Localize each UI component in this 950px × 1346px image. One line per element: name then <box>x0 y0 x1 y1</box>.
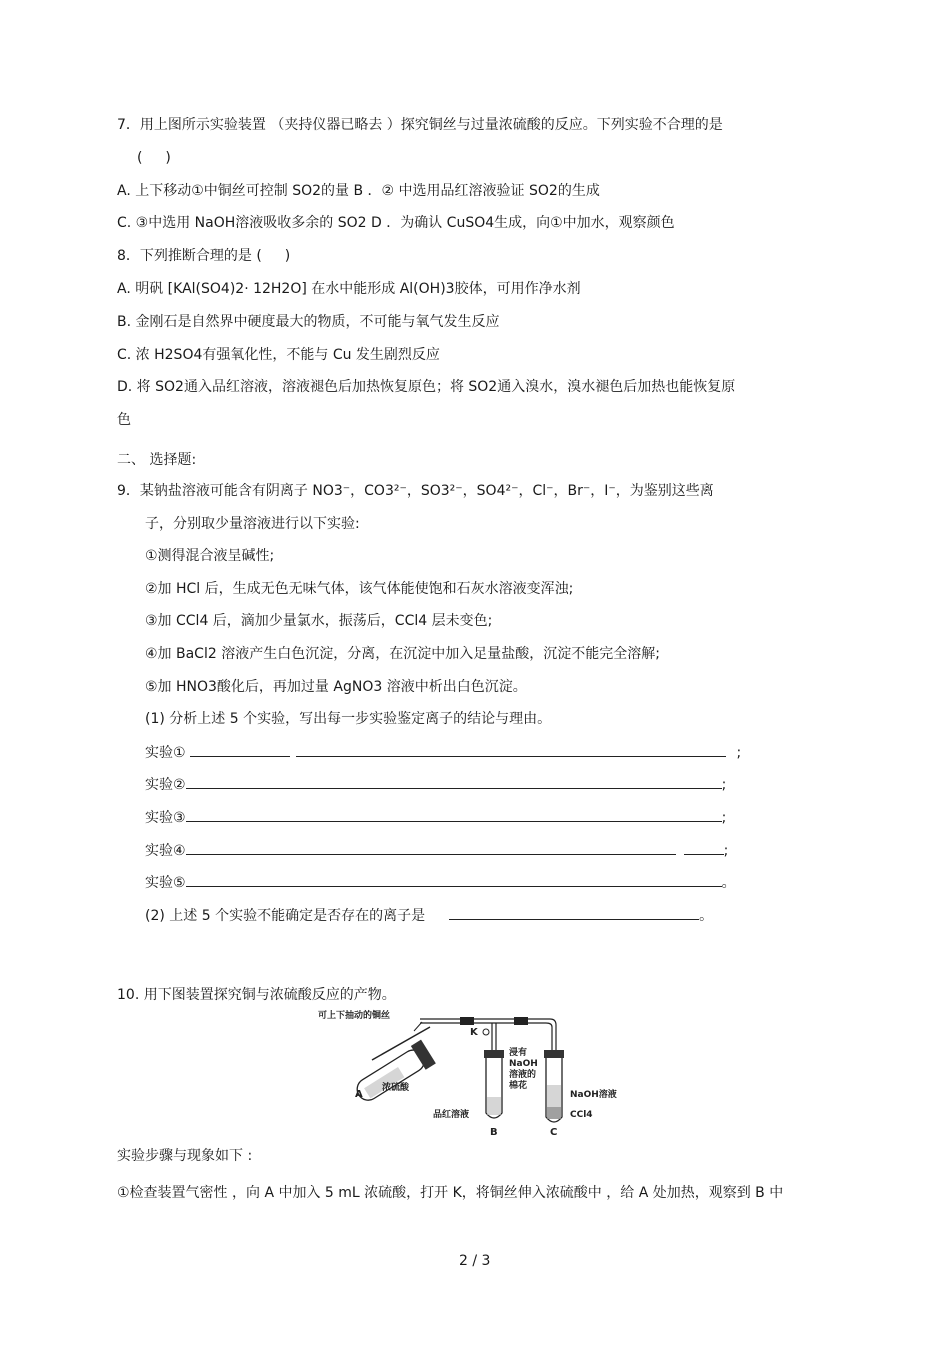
end-mark-2: ; <box>721 777 727 793</box>
q7-stem: 7．用上图所示实验装置 （夹持仪器已略去 ）探究铜丝与过量浓硫酸的反应。下列实验不合理的是 <box>117 117 723 133</box>
section-heading: 二、 选择题: <box>117 452 197 468</box>
answer-line-3 <box>145 807 726 828</box>
label-c: C <box>550 1127 558 1138</box>
exp-label-5: 实验⑤ <box>145 875 186 891</box>
q8-stem: 8．下列推断合理的是 ( ) <box>117 248 291 264</box>
q9-part-2-text: (2) 上述 5 个实验不能确定是否存在的离子是 <box>145 908 426 924</box>
q10-stem: 10. 用下图装置探究铜与浓硫酸反应的产物。 <box>117 987 396 1003</box>
cotton-label-2: NaOH <box>509 1059 538 1069</box>
blank-5[interactable] <box>186 872 722 887</box>
q10-step-1: ①检查装置气密性 ，向 A 中加入 5 mL 浓硫酸，打开 K，将铜丝伸入浓硫酸中 ，给 A 处加热，观察到 B 中 <box>117 1185 784 1201</box>
page-number: 2 / 3 <box>459 1253 491 1269</box>
q8-option-b: B. 金刚石是自然界中硬度最大的物质，不可能与氧气发生反应 <box>117 314 500 330</box>
blank-4b[interactable] <box>684 840 724 855</box>
conc-acid-label: 浓硫酸 <box>382 1083 410 1093</box>
q10-steps-title: 实验步骤与现象如下 : <box>117 1148 253 1164</box>
q9-stem-cont: 子，分别取少量溶液进行以下实验: <box>145 516 360 532</box>
blank-3[interactable] <box>186 807 722 822</box>
cotton-label-3: 溶液的 <box>509 1070 537 1080</box>
q9-step-5: ⑤加 HNO3酸化后，再加过量 AgNO3 溶液中析出白色沉淀。 <box>145 679 527 695</box>
q7-option-cd: C. ③中选用 NaOH溶液吸收多余的 SO2 D ．为确认 CuSO4生成，向①中加水，观察颜色 <box>117 215 675 231</box>
q9-step-1: ①测得混合液呈碱性; <box>145 548 275 564</box>
apparatus-figure <box>310 1005 640 1140</box>
valve-k-label: K <box>470 1027 478 1038</box>
end-mark-5: 。 <box>721 875 736 891</box>
cotton-label-4: 棉花 <box>509 1081 528 1091</box>
exp-label-1: 实验① <box>145 745 186 761</box>
q8-option-c: C. 浓 H2SO4有强氧化性，不能与 Cu 发生剧烈反应 <box>117 347 440 363</box>
exp-label-4: 实验④ <box>145 843 186 859</box>
pinkred-label: 品红溶液 <box>433 1110 470 1120</box>
exp-label-3: 实验③ <box>145 810 186 826</box>
q9-stem: 9．某钠盐溶液可能含有阴离子 NO3⁻，CO3²⁻，SO3²⁻，SO4²⁻，Cl⁻，Br⁻，I⁻，为鉴别这些离 <box>117 483 714 499</box>
q9-step-2: ②加 HCl 后，生成无色无味气体，该气体能使饱和石灰水溶液变浑浊; <box>145 581 574 597</box>
ccl4-label: CCl4 <box>570 1110 593 1120</box>
answer-line-4 <box>145 840 728 861</box>
q7-option-ab: A. 上下移动①中铜丝可控制 SO2的量 B ．② 中选用品红溶液验证 SO2的生成 <box>117 183 600 199</box>
end-mark-1: ; <box>736 745 742 761</box>
q9-step-3: ③加 CCl4 后，滴加少量氯水，振荡后，CCl4 层未变色; <box>145 613 493 629</box>
exp-label-2: 实验② <box>145 777 186 793</box>
copper-wire-label: 可上下抽动的铜丝 <box>318 1011 391 1021</box>
answer-line-2 <box>145 774 726 795</box>
q7-paren: ( ) <box>137 150 171 166</box>
q8-option-d: D. 将 SO2通入品红溶液，溶液褪色后加热恢复原色；将 SO2通入溴水，溴水褪色后加热也能恢复原 <box>117 379 736 395</box>
blank-1a[interactable] <box>190 742 290 757</box>
test-tube-b <box>484 1050 504 1118</box>
test-tube-a <box>351 1040 435 1107</box>
answer-line-5 <box>145 872 736 893</box>
blank-6[interactable] <box>449 905 699 920</box>
rubber-joints <box>460 1017 528 1025</box>
cotton-label-1: 浸有 <box>509 1048 528 1058</box>
end-mark-4: ; <box>723 843 729 859</box>
valve-k <box>483 1029 489 1035</box>
label-a: A <box>355 1089 363 1100</box>
q9-step-4: ④加 BaCl2 溶液产生白色沉淀，分离，在沉淀中加入足量盐酸，沉淀不能完全溶解; <box>145 646 660 662</box>
test-tube-c <box>544 1050 564 1122</box>
q8-option-a: A. 明矾 [KAl(SO4)2· 12H2O] 在水中能形成 Al(OH)3胶体，可用作净水剂 <box>117 281 581 297</box>
end-mark-6: 。 <box>699 908 714 924</box>
answer-line-1 <box>145 742 741 763</box>
naoh-label: NaOH溶液 <box>570 1090 617 1100</box>
blank-1b[interactable] <box>296 742 726 757</box>
q9-part-2 <box>145 905 713 926</box>
blank-4a[interactable] <box>186 840 676 855</box>
label-b: B <box>490 1127 498 1138</box>
q9-part-1: (1) 分析上述 5 个实验，写出每一步实验鉴定离子的结论与理由。 <box>145 711 552 727</box>
q8-option-d-cont: 色 <box>117 412 131 428</box>
end-mark-3: ; <box>721 810 727 826</box>
delivery-tube <box>420 1019 556 1055</box>
blank-2[interactable] <box>186 774 722 789</box>
